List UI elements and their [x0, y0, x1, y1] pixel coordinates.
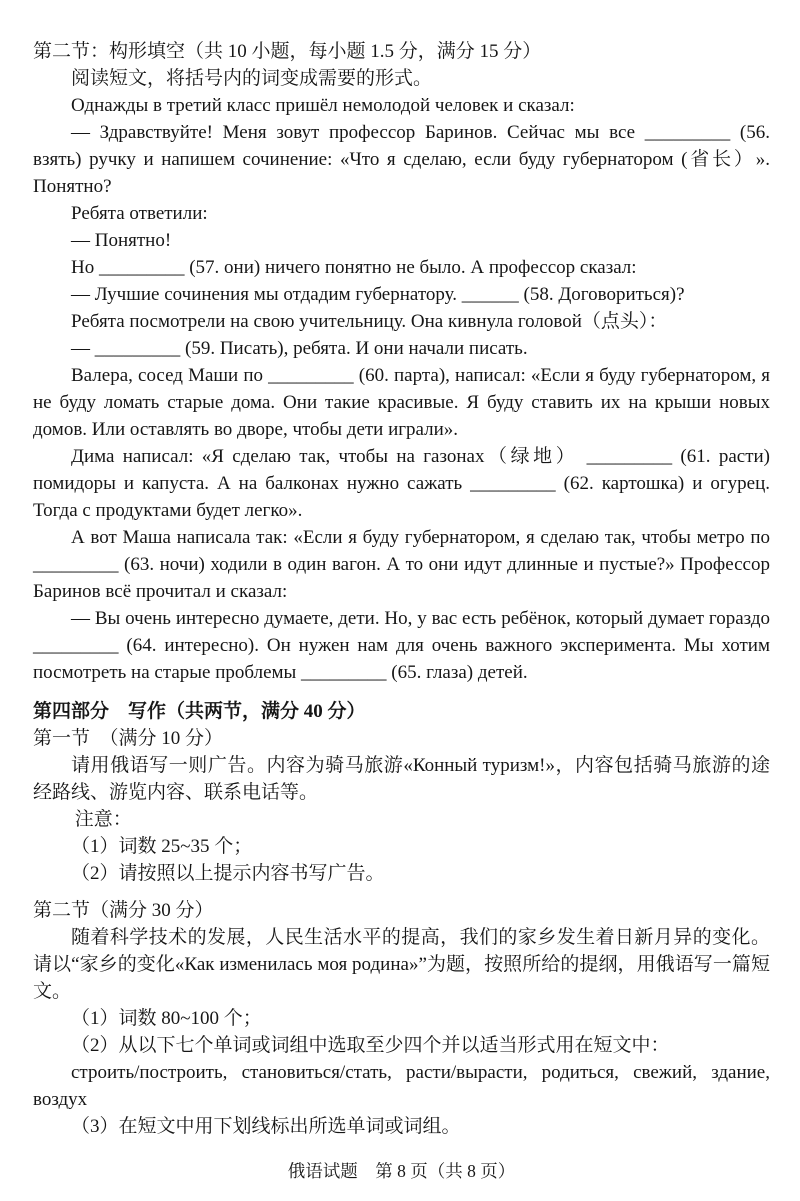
story-paragraph: — Понятно! [71, 230, 172, 251]
story-paragraph: Ребята посмотрели на свою учительницу. Она кивнула головой（点头）： [71, 311, 668, 332]
story-paragraph: — _________ (59. Писать), ребята. И они начали писать. [71, 338, 528, 359]
section2-task: 随着科学技术的发展，人民生活水平的提高，我们的家乡发生着日新月异的变化。请以“家乡的变化«Как изменилась моя родина»”为题，按照所给的提纲，用俄语写一篇短文。 [33, 927, 770, 1002]
story-paragraph: Дима написал: «Я сделаю так, чтобы на газонах（绿地） _________ (61. расти) помидоры и капуста. А на балконах нужно сажать _________ (62. картошка) и огурец. Тогда с продуктами будет легко». [33, 446, 770, 521]
story-paragraph: — Вы очень интересно думаете, дети. Но, у вас есть ребёнок, который думает гораздо _________ (64. интересно). Он нужен нам для очень важного эксперимента. Мы хотим посмотреть на старые проблемы _________ (65. глаза) детей. [33, 608, 770, 683]
story-paragraph: А вот Маша написала так: «Если я буду губернатором, я сделаю так, чтобы метро по _________ (63. ночи) ходили в один вагон. А то они идут длинные и пустые?» Профессор Баринов всё прочитал и сказал: [33, 527, 770, 602]
exam-page [33, 38, 770, 1185]
story-paragraph: Однажды в третий класс пришёл немолодой человек и сказал: [71, 95, 575, 116]
requirement-item: （3）在短文中用下划线标出所选单词或词组。 [71, 1116, 461, 1137]
story-paragraph: — Здравствуйте! Меня зовут профессор Баринов. Сейчас мы все _________ (56. взять) ручку и напишем сочинение: «Что я сделаю, если буду губернатором (省长）». Понятно? [33, 122, 770, 197]
section-2-heading: 第二节：构形填空（共 10 小题，每小题 1.5 分，满分 15 分） [33, 41, 542, 62]
part4-section1-heading: 第一节 （满分 10 分） [33, 728, 224, 749]
part4-section2-heading: 第二节（满分 30 分） [33, 900, 214, 921]
note-item: （2）请按照以上提示内容书写广告。 [71, 863, 385, 884]
story-paragraph: Но _________ (57. они) ничего понятно не было. А профессор сказал: [71, 257, 637, 278]
story-paragraph: Ребята ответили: [71, 203, 208, 224]
page-footer: 俄语试题 第 8 页（共 8 页） [287, 1161, 516, 1181]
note-label: 注意： [74, 809, 132, 830]
part-4-heading: 第四部分 写作（共两节，满分 40 分） [33, 701, 366, 722]
note-item: （1）词数 25~35 个； [71, 836, 253, 857]
story-paragraph: Валера, сосед Маши по _________ (60. парта), написал: «Если я буду губернатором, я не буду ломать старые дома. Они такие красивые. Я буду ставить их на крыши новых домов. Или оставлять во дворе, чтобы дети играли». [33, 365, 770, 440]
requirement-item: （1）词数 80~100 个； [71, 1008, 262, 1029]
section-2-instructions: 阅读短文，将括号内的词变成需要的形式。 [71, 68, 433, 89]
story-paragraph: — Лучшие сочинения мы отдадим губернатору. ______ (58. Договориться)? [71, 284, 685, 305]
word-list: строить/построить, становиться/стать, расти/вырасти, родиться, свежий, здание, воздух [33, 1062, 770, 1110]
requirement-item: （2）从以下七个单词或词组中选取至少四个并以适当形式用在短文中： [71, 1035, 670, 1056]
section1-task: 请用俄语写一则广告。内容为骑马旅游«Конный туризм!»，内容包括骑马旅游的途经路线、游览内容、联系电话等。 [33, 755, 770, 803]
